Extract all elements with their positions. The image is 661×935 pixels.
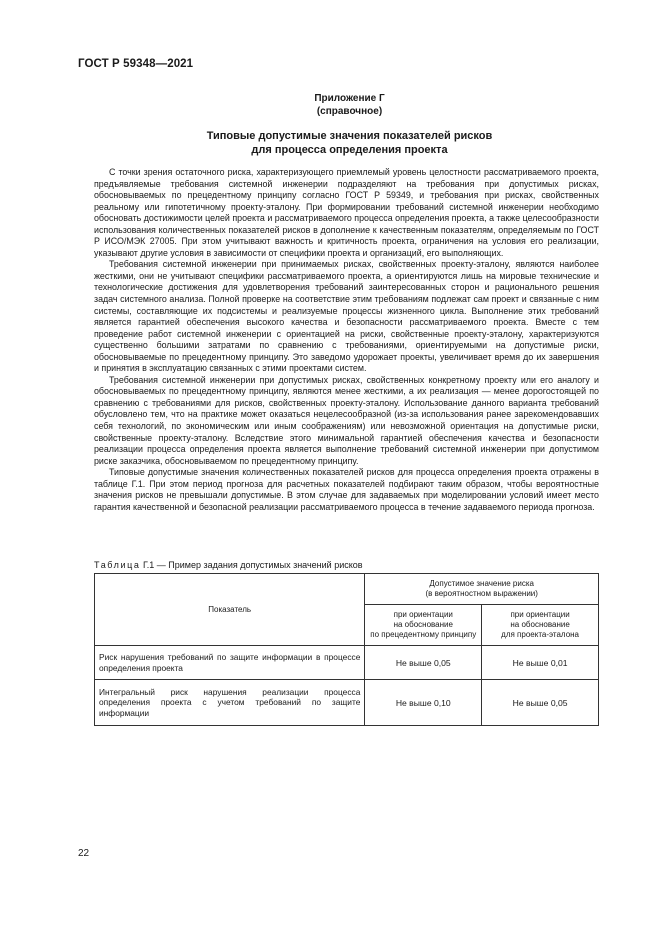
body-text <box>94 167 599 513</box>
header-precedent-line: при ориентации <box>393 610 453 619</box>
paragraph: С точки зрения остаточного риска, характеризующего приемлемый уровень целостности рассматриваемого проекта, предъявляемые требования системной инженерии подразделяют на требования при допустимых рисках, обосновываемых по прецедентному принципу согласно ГОСТ Р 59349, и требования при рисках, свойственных реальному или гипотетичному проекту-эталону. При формировании требований системной инженерии необходимо обосновать достижимости целей проекта и рассматриваемого процесса определения проекта, а также целесообразности использования количественных показателей рисков в дополнение к качественным показателям, определяемым по ГОСТ Р ИСО/МЭК 27005. При этом учитывают важность и критичность проекта, ограничения на условия его реализации, указывают другие условия в зависимости от специфики проекта и организаций, его выполняющих. <box>94 167 599 258</box>
paragraph: Требования системной инженерии при допустимых рисках, свойственных конкретному проекту или его аналогу и обосновываемых по прецедентному принципу, являются менее жесткими, а их реализация — менее дорогостоящей по сравнению с требованиями для рисков, свойственных проекту-эталону. Использование данного варианта требований обусловлено тем, что на практике может оказаться нецелесообразной (из-за использования ранее зарекомендовавших себя технологий, по экономическим или иным соображениям) или невозможной ориентация на допустимые риски, свойственные проекту-эталону. Вследствие этого минимальной гарантией обеспечения качества и безопасности реализации процесса определения проекта является выполнение требований системной инженерии при допустимом риске заказчика, обосновываемом по прецедентному принципу. <box>94 374 599 466</box>
table-caption <box>94 560 363 571</box>
appendix-type: (справочное) <box>316 106 383 117</box>
row-value-reference: Не выше 0,01 <box>482 646 599 680</box>
row-value-precedent: Не выше 0,05 <box>365 646 482 680</box>
row-indicator: Риск нарушения требований по защите информации в процессе определения проекта <box>95 646 365 680</box>
table-row <box>95 646 599 680</box>
table-caption-text: Г.1 — Пример задания допустимых значений рисков <box>140 560 363 570</box>
header-precedent <box>365 605 482 646</box>
table-header-row <box>95 574 599 605</box>
section-title-line1: Типовые допустимые значения показателей рисков <box>206 130 493 142</box>
section-title <box>0 129 661 157</box>
row-indicator: Интегральный риск нарушения реализации процесса определения проекта с учетом требований по защите информации <box>95 680 365 726</box>
header-group-line1: Допустимое значение риска <box>429 579 534 588</box>
header-group <box>365 574 599 605</box>
appendix-heading <box>0 92 661 118</box>
header-reference <box>482 605 599 646</box>
header-indicator: Показатель <box>95 574 365 646</box>
header-reference-line: для проекта-эталона <box>501 630 580 639</box>
table-row <box>95 680 599 726</box>
document-standard-header: ГОСТ Р 59348—2021 <box>78 58 194 70</box>
section-title-line2: для процесса определения проекта <box>251 144 448 156</box>
paragraph: Требования системной инженерии при принимаемых рисках, свойственных проекту-эталону, являются наиболее жесткими, они не учитывают специфики рассматриваемого проекта, а ориентируются лишь на мировые технические и технологические достижения для удовлетворения требований заинтересованных сторон и рационального решения задач системного анализа. Полной проверке на соответствие этим требованиям подлежат сам проект и связанные с ним системы, составляющие их подсистемы и реализуемые процессы жизненного цикла. Выполнение этих требований является гарантией обеспечения высокого качества и безопасности рассматриваемого проекта. Вместе с тем проведение работ системной инженерии с ориентацией на риски, свойственные проекту-эталону, характеризуются существенно большими затратами по сравнению с требованиями, ориентируемыми на допустимые риски, обосновываемые по прецедентному принципу. Это заведомо удорожает проекты, увеличивает время до их завершения и принятия в эксплуатацию связанных с этими проектами систем. <box>94 259 599 374</box>
page-number: 22 <box>78 848 90 859</box>
appendix-label: Приложение Г <box>314 93 385 104</box>
header-precedent-line: по прецедентному принципу <box>370 630 477 639</box>
paragraph: Типовые допустимые значения количественных показателей рисков для процесса определения проекта отражены в таблице Г.1. При этом период прогноза для расчетных показателей подбирают таким образом, чтобы вероятностные значения рисков не превышали допустимые. В этом случае для задаваемых при моделировании условий имеет место гарантия качественной и безопасной реализации рассматриваемого процесса в течение задаваемого периода прогноза. <box>94 467 599 512</box>
row-value-reference: Не выше 0,05 <box>482 680 599 726</box>
header-reference-line: на обоснование <box>510 620 570 629</box>
risk-values-table <box>94 573 599 726</box>
header-reference-line: при ориентации <box>510 610 570 619</box>
table-caption-prefix: Таблица <box>94 560 141 570</box>
header-group-line2: (в вероятностном выражении) <box>425 589 538 598</box>
row-value-precedent: Не выше 0,10 <box>365 680 482 726</box>
header-precedent-line: на обоснование <box>393 620 453 629</box>
